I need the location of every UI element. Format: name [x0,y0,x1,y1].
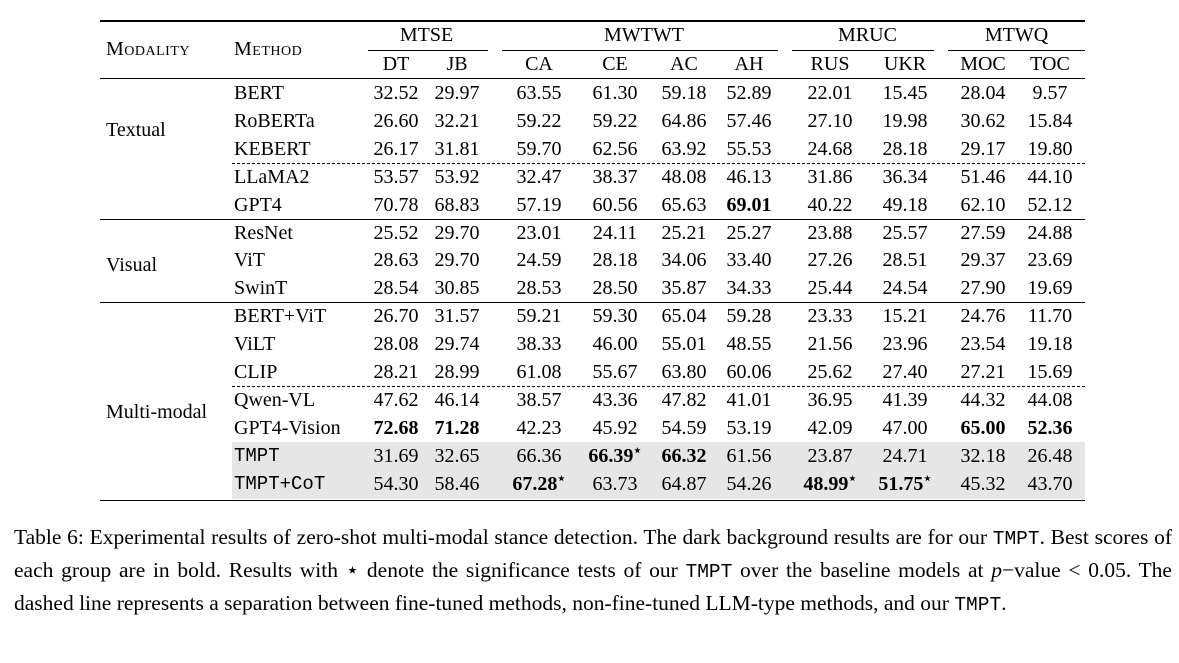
table-cell [415,163,499,191]
header-sub-rus: RUS [810,53,850,75]
cell-value: 26.60 [373,109,419,132]
table-cell [497,470,581,498]
table-cell [788,330,872,358]
cell-value: 69.01 [726,193,772,216]
cell-value: 29.74 [434,333,480,356]
header-sub-ca: CA [525,53,553,75]
cell-value: 23.88 [807,221,853,244]
cell-value: 45.32 [960,472,1006,495]
method-name: GPT4-Vision [234,416,341,439]
header-group-mwtwt: MWTWT [604,24,684,46]
cell-value: 22.01 [807,82,853,104]
table-cell [1008,414,1092,442]
cell-value: 23.69 [1027,249,1073,272]
cell-value: 67.28 [512,472,558,495]
method-name: GPT4 [234,193,282,216]
cell-value: 38.37 [592,165,638,188]
cell-value: 28.54 [373,277,419,300]
cell-value: 52.89 [726,82,772,104]
cell-value: 63.92 [661,137,707,160]
method-name: KEBERT [234,137,311,160]
table-cell [863,246,947,274]
cell-value: 31.86 [807,165,853,188]
cell-value: 49.18 [882,193,928,216]
table-cell [788,219,872,247]
cell-value: 15.84 [1027,109,1073,132]
cell-value: 48.08 [661,165,707,188]
table-cell [1008,191,1092,219]
table-cell [788,358,872,386]
cell-value: 25.21 [661,221,707,244]
header-sub-ce: CE [602,53,628,75]
cell-value: 19.69 [1027,277,1073,300]
table-cell [1008,386,1092,414]
table-cell [863,470,947,498]
cell-value: 28.18 [882,137,928,160]
table-cell [707,414,791,442]
cell-value: 24.59 [516,249,562,272]
table-cell [1008,163,1092,191]
table-cell [415,358,499,386]
table-cell [415,246,499,274]
table-cell [863,442,947,470]
cell-value: 65.00 [960,416,1006,439]
method-name: TMPT [234,444,280,467]
table-cell [863,414,947,442]
cell-value: 64.86 [661,109,707,132]
cell-value: 29.70 [434,221,480,244]
cell-value: 28.08 [373,333,419,356]
cell-value: 19.98 [882,109,928,132]
table-cell [863,358,947,386]
table-cell [415,135,499,163]
table-cell [415,386,499,414]
modality-multi-modal: Multi-modal [106,400,208,423]
table-cell [415,442,499,470]
cell-value: 60.56 [592,193,638,216]
table-cell [497,246,581,274]
table-cell [707,219,791,247]
cell-value: 30.62 [960,109,1006,132]
table-cell [863,135,947,163]
table-cell [863,219,947,247]
table-cell [497,358,581,386]
table-cell [1008,330,1092,358]
cell-value: 58.46 [434,472,480,495]
table-cell [415,330,499,358]
table-cell [497,274,581,302]
table-cell [707,191,791,219]
cell-value: 59.22 [592,109,638,132]
table-cell [707,246,791,274]
caption-tmpt-3: TMPT [954,594,1002,616]
cell-value: 53.19 [726,416,772,439]
table-cell [863,163,947,191]
cell-value: 29.37 [960,249,1006,272]
cell-value: 19.18 [1027,333,1073,356]
cell-value: 48.55 [726,333,772,356]
cell-value: 28.51 [882,249,928,272]
cell-value: 29.70 [434,249,480,272]
table-cell [788,107,872,135]
caption-text-3: denote the significance tests of our [359,558,686,582]
cell-value: 25.52 [373,221,419,244]
bottom-rule [100,500,1085,502]
cell-value: 38.57 [516,388,562,411]
cell-value: 55.01 [661,333,707,356]
table-cell [1008,470,1092,498]
cell-value: 52.12 [1027,193,1073,216]
cell-value: 46.13 [726,165,772,188]
cell-value: 59.18 [661,82,707,104]
cell-value: 59.21 [516,305,562,328]
table-cell [1008,219,1092,247]
table-cell [707,163,791,191]
cell-value: 28.21 [373,361,419,383]
cell-value: 24.88 [1027,221,1073,244]
cell-value: 59.22 [516,109,562,132]
cell-value: 25.57 [882,221,928,244]
cell-value: 68.83 [434,193,480,216]
table-cell [1008,135,1092,163]
cell-value: 38.33 [516,333,562,356]
cell-value: 28.63 [373,249,419,272]
header-method: Method [234,38,303,60]
table-cell [863,274,947,302]
table-cell [788,191,872,219]
method-name: LLaMA2 [234,165,310,188]
table-cell [1008,442,1092,470]
caption-text-5: −value < 0.05. The dashed line represents a separation between fine-tuned methods, non-fine-tuned LLM-type methods, and our [14,558,1172,615]
cell-value: 23.01 [516,221,562,244]
caption-text-2: . Best scores of each group are in bold. Results with [14,525,1172,582]
cell-value: 48.99 [803,472,849,495]
table-cell [415,219,499,247]
cell-value: 27.90 [960,277,1006,300]
cell-value: 47.62 [373,388,419,411]
table-cell [497,163,581,191]
cell-value: 52.36 [1027,416,1073,439]
cell-value: 61.30 [592,82,638,104]
method-name: ViT [234,249,266,272]
table-cell [863,330,947,358]
cell-value: 32.52 [373,82,419,104]
cell-value: 51.75 [878,472,924,495]
cell-value: 47.82 [661,388,707,411]
cell-value: 35.87 [661,277,707,300]
cell-value: 41.01 [726,388,772,411]
method-name: CLIP [234,361,278,383]
table-cell [497,386,581,414]
cell-value: 31.81 [434,137,480,160]
cell-value: 26.70 [373,305,419,328]
table-cell [863,302,947,330]
header-sub-ah: AH [734,53,764,75]
table-cell [1008,107,1092,135]
cell-value: 27.59 [960,221,1006,244]
cell-value: 36.95 [807,388,853,411]
cell-value: 40.22 [807,193,853,216]
cell-value: 61.56 [726,444,772,467]
method-name: TMPT+CoT [234,472,326,495]
method-name: BERT+ViT [234,305,327,328]
caption-tmpt-1: TMPT [992,528,1040,550]
table-cell [707,330,791,358]
method-name: ResNet [234,221,293,244]
cell-value: 24.68 [807,137,853,160]
cell-value: 28.99 [434,361,480,383]
caption-text-1: Experimental results of zero-shot multi-modal stance detection. The dark background results are for our [83,525,993,549]
cell-value: 32.21 [434,109,480,132]
table-cell [415,274,499,302]
table-cell [415,302,499,330]
table-cell [788,470,872,498]
cell-value: 19.80 [1027,137,1073,160]
significance-star: ⋆ [848,469,857,485]
header-sub-toc: TOC [1030,53,1070,75]
cell-value: 44.10 [1027,165,1073,188]
results-table [100,20,1085,500]
table-cell [788,274,872,302]
cell-value: 23.54 [960,333,1006,356]
cell-value: 42.23 [516,416,562,439]
method-name: Qwen-VL [234,388,316,411]
cell-value: 28.50 [592,277,638,300]
table-cell [788,414,872,442]
cell-value: 29.97 [434,82,480,104]
table-cell [707,302,791,330]
header-sub-jb: JB [446,53,468,75]
table-cell [1008,358,1092,386]
cell-value: 33.40 [726,249,772,272]
significance-star: ⋆ [633,442,642,458]
cell-value: 24.71 [882,444,928,467]
cell-value: 46.00 [592,333,638,356]
table-cell [863,191,947,219]
table-cell [1008,302,1092,330]
cell-value: 57.46 [726,109,772,132]
table-cell [707,442,791,470]
cell-value: 47.00 [882,416,928,439]
modality-textual: Textual [106,119,166,142]
significance-star: ⋆ [557,469,566,485]
table-cell [788,79,872,107]
cell-value: 27.21 [960,361,1006,383]
cell-value: 43.36 [592,388,638,411]
cell-value: 28.53 [516,277,562,300]
table-cell [497,219,581,247]
header-group-mtwq: MTWQ [984,24,1049,46]
table-cell [788,163,872,191]
table-cell [788,135,872,163]
cell-value: 21.56 [807,333,853,356]
cell-value: 27.10 [807,109,853,132]
cell-value: 46.14 [434,388,480,411]
cell-value: 42.09 [807,416,853,439]
cell-value: 62.56 [592,137,638,160]
cell-value: 53.92 [434,165,480,188]
cell-value: 28.18 [592,249,638,272]
table-cell [415,470,499,498]
cell-value: 29.17 [960,137,1006,160]
cell-value: 34.06 [661,249,707,272]
cell-value: 45.92 [592,416,638,439]
method-name: BERT [234,82,284,104]
cell-value: 61.08 [516,361,562,383]
table-cell [415,107,499,135]
cell-value: 28.04 [960,82,1006,104]
cell-value: 32.65 [434,444,480,467]
cell-value: 30.85 [434,277,480,300]
cell-value: 44.32 [960,388,1006,411]
header-sub-ukr: UKR [883,53,927,75]
table-cell [497,79,581,107]
table-cell [788,442,872,470]
header-sub-dt: DT [382,53,410,75]
cell-value: 31.69 [373,444,419,467]
table-cell [415,414,499,442]
cell-value: 23.33 [807,305,853,328]
table-caption [14,522,1172,621]
cell-value: 15.69 [1027,361,1073,383]
table-cell [788,386,872,414]
cell-value: 59.30 [592,305,638,328]
cell-value: 9.57 [1032,82,1068,104]
cell-value: 26.48 [1027,444,1073,467]
cell-value: 23.96 [882,333,928,356]
cell-value: 24.11 [592,221,638,244]
cell-value: 25.27 [726,221,772,244]
cell-value: 23.87 [807,444,853,467]
cell-value: 70.78 [373,193,419,216]
cell-value: 15.21 [882,305,928,328]
cell-value: 59.70 [516,137,562,160]
table-cell [707,274,791,302]
method-name: ViLT [234,333,276,356]
cell-value: 32.47 [516,165,562,188]
header-modality: Modality [106,38,190,60]
cell-value: 34.33 [726,277,772,300]
cell-value: 62.10 [960,193,1006,216]
cell-value: 15.45 [882,82,928,104]
header-sub-moc: MOC [960,53,1006,75]
header-sub-ac: AC [670,53,698,75]
table-cell [1008,274,1092,302]
table-cell [707,135,791,163]
cell-value: 63.73 [592,472,638,495]
table-cell [788,246,872,274]
cell-value: 71.28 [434,416,480,439]
cell-value: 32.18 [960,444,1006,467]
significance-star: ⋆ [923,469,932,485]
table-cell [707,470,791,498]
table-cell [497,442,581,470]
table-cell [707,79,791,107]
table-cell [497,330,581,358]
header-group-mtse: MTSE [399,24,454,46]
cell-value: 36.34 [882,165,928,188]
caption-text-6: . [1001,591,1007,615]
caption-tmpt-2: TMPT [685,561,733,583]
cell-value: 41.39 [882,388,928,411]
table-cell [788,302,872,330]
cell-value: 66.32 [661,444,707,467]
modality-visual: Visual [106,253,158,276]
cell-value: 63.55 [516,82,562,104]
cell-value: 53.57 [373,165,419,188]
cell-value: 66.39 [588,444,634,467]
method-name: SwinT [234,277,288,300]
table-cell [497,414,581,442]
table-cell [863,386,947,414]
cell-value: 72.68 [373,416,419,439]
cell-value: 60.06 [726,361,772,383]
cell-value: 57.19 [516,193,562,216]
cell-value: 31.57 [434,305,480,328]
cell-value: 66.36 [516,444,562,467]
table-cell [863,79,947,107]
cell-value: 55.53 [726,137,772,160]
table-cell [497,191,581,219]
table-cell [415,79,499,107]
header-group-mruc: MRUC [838,24,897,46]
caption-label: Table 6: [14,525,84,549]
table-cell [863,107,947,135]
cell-value: 64.87 [661,472,707,495]
table-cell [707,107,791,135]
caption-star: ⋆ [345,558,360,582]
cell-value: 65.63 [661,193,707,216]
caption-text-4: over the baseline models at [732,558,992,582]
cell-value: 65.04 [661,305,707,328]
cell-value: 26.17 [373,137,419,160]
cell-value: 24.54 [882,277,928,300]
cell-value: 63.80 [661,361,707,383]
table-cell [497,107,581,135]
table-cell [1008,79,1092,107]
table-cell [1008,246,1092,274]
cell-value: 55.67 [592,361,638,383]
table-cell [707,386,791,414]
cell-value: 54.59 [661,416,707,439]
cell-value: 59.28 [726,305,772,328]
cell-value: 43.70 [1027,472,1073,495]
table-cell [707,358,791,386]
table-cell [497,302,581,330]
cell-value: 24.76 [960,305,1006,328]
caption-p-symbol: p [991,558,1002,582]
cell-value: 44.08 [1027,388,1073,411]
cell-value: 25.44 [807,277,853,300]
cell-value: 27.26 [807,249,853,272]
table-cell [415,191,499,219]
cell-value: 25.62 [807,361,853,383]
method-name: RoBERTa [234,109,315,132]
cell-value: 11.70 [1027,305,1073,328]
cell-value: 54.26 [726,472,772,495]
cell-value: 51.46 [960,165,1006,188]
table-cell [497,135,581,163]
cell-value: 54.30 [373,472,419,495]
cell-value: 27.40 [882,361,928,383]
